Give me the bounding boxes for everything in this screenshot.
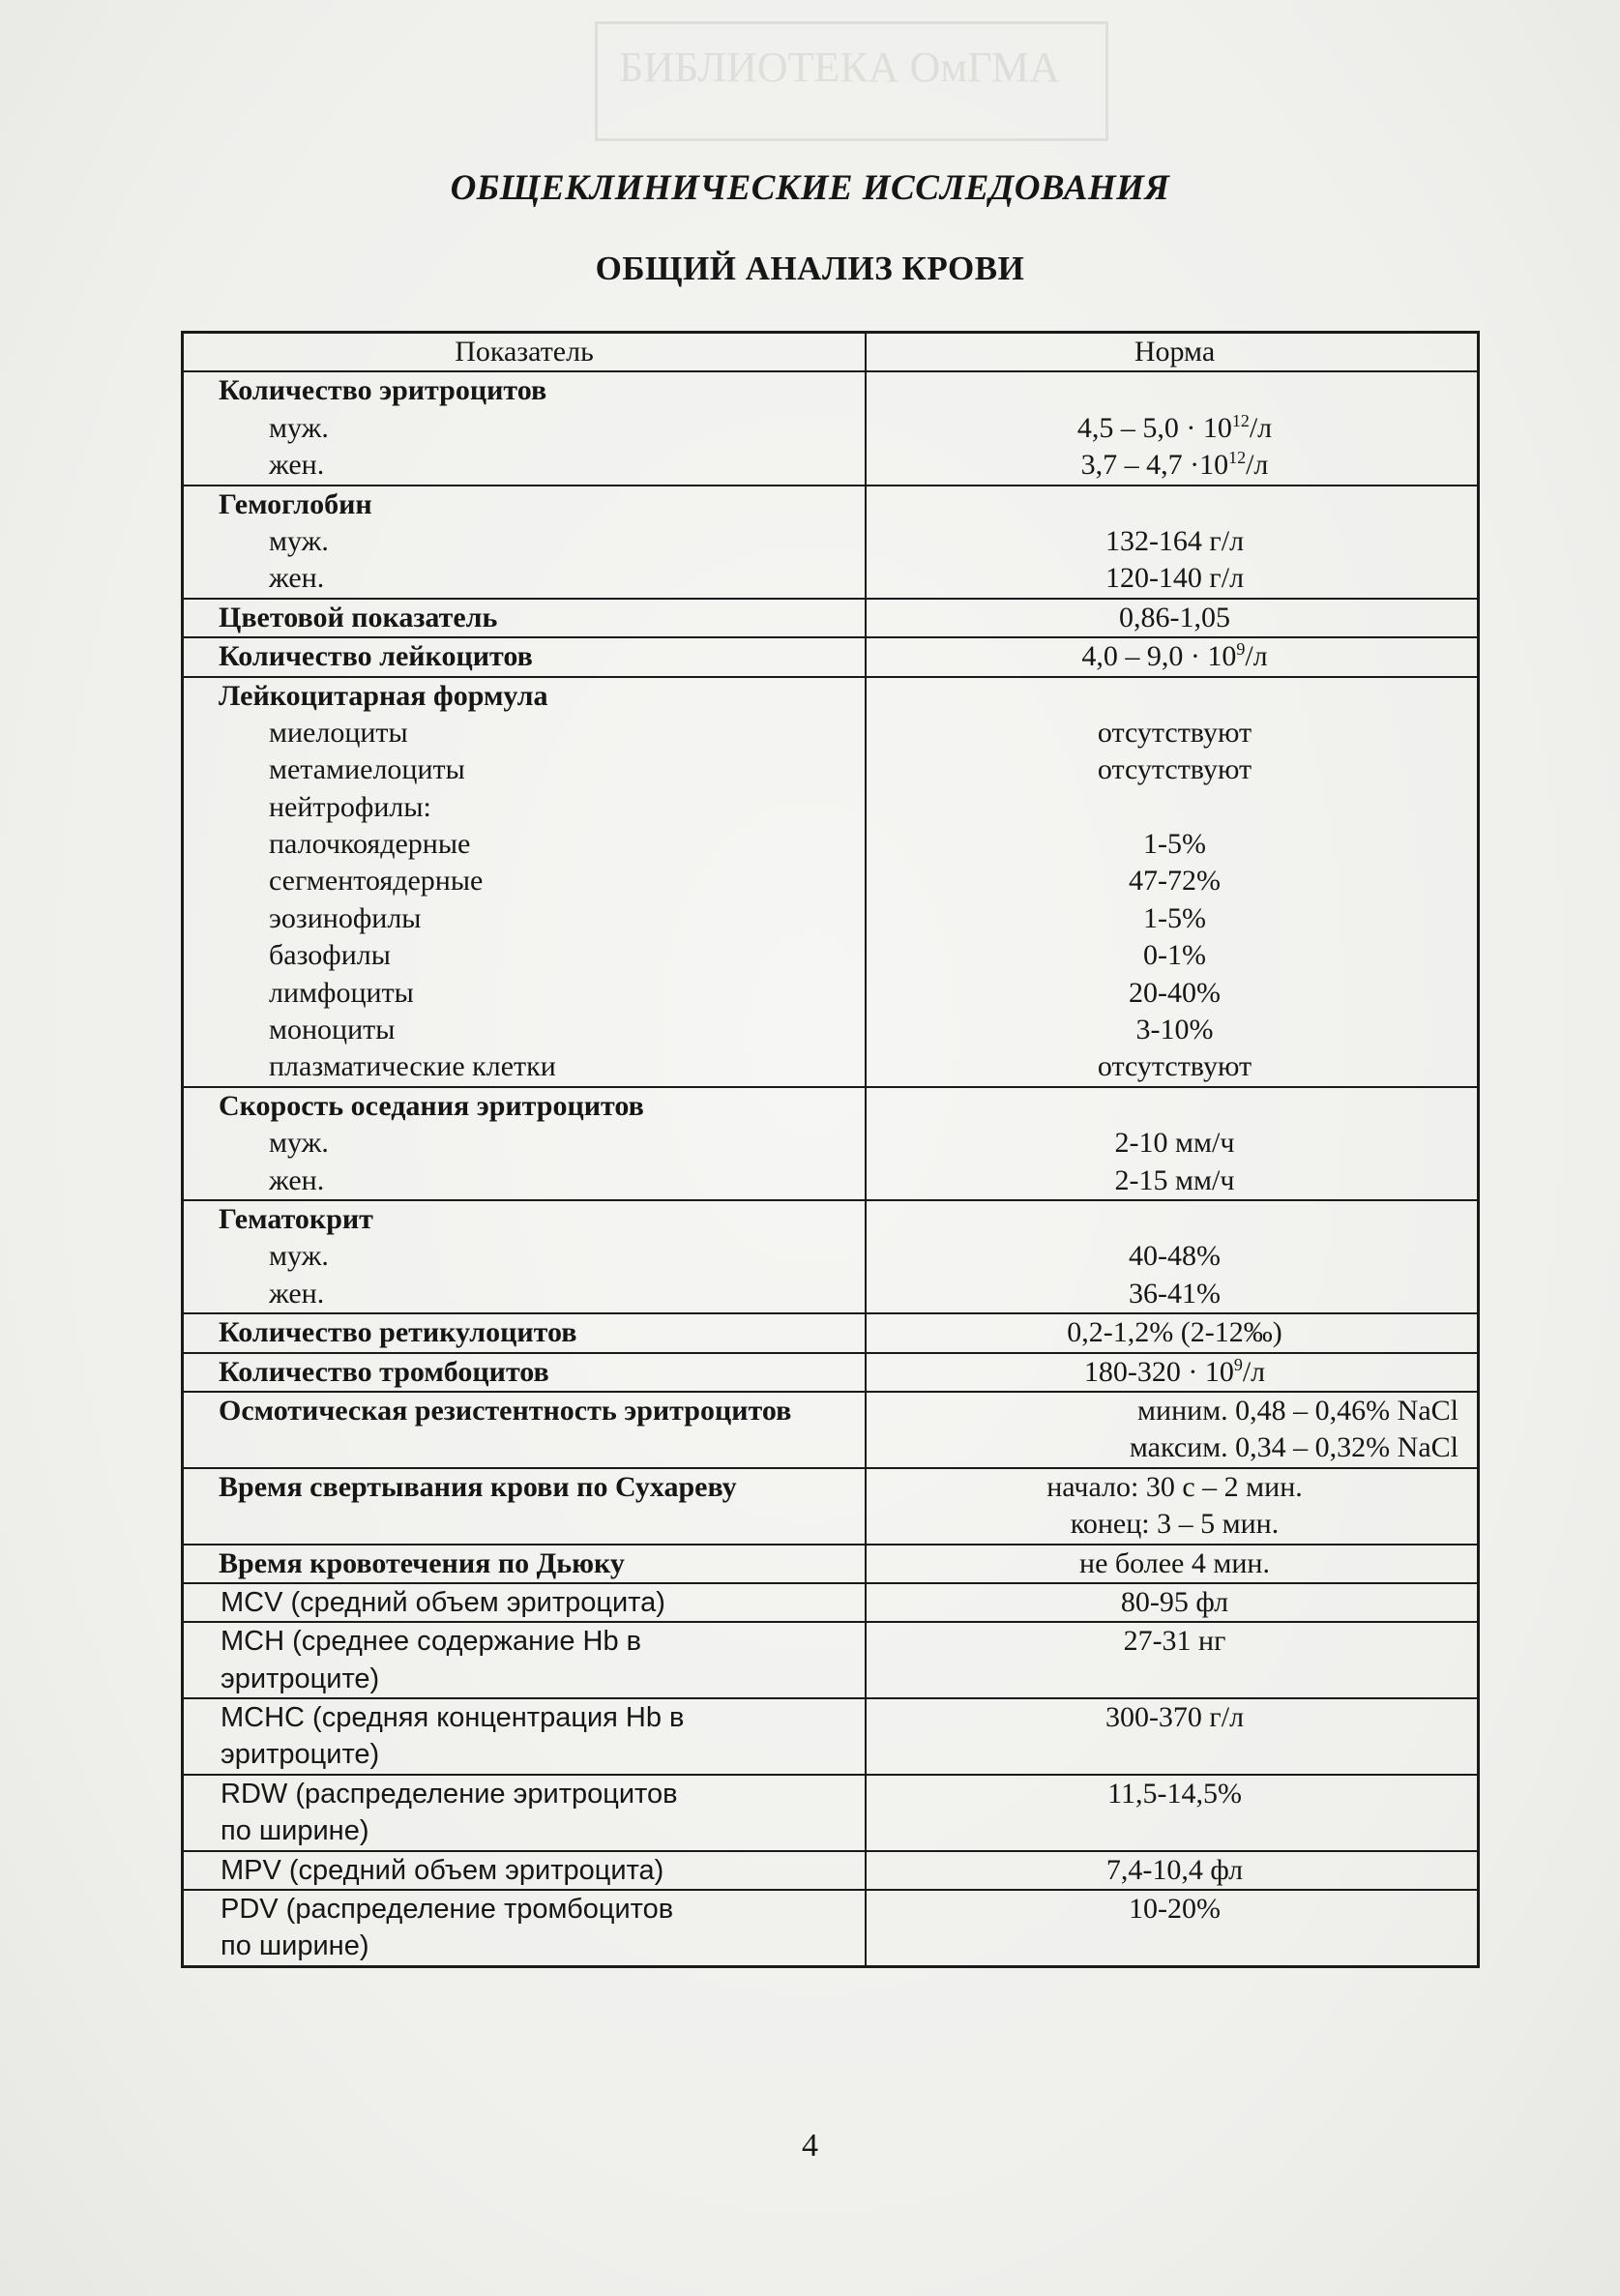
norm-text: 7,4-10,4 фл bbox=[1105, 1853, 1244, 1886]
indicator-label: жен. bbox=[269, 1163, 325, 1196]
indicator-label: муж. bbox=[269, 524, 329, 557]
norm-text: 0-1% bbox=[1143, 939, 1206, 972]
table-row bbox=[184, 1545, 1477, 1584]
indicator-label: Время кровотечения по Дьюку bbox=[219, 1546, 625, 1579]
indicator-label: RDW (распределение эритроцитов bbox=[221, 1778, 678, 1810]
norm-text: 0,2-1,2% (2-12‰) bbox=[1067, 1316, 1282, 1349]
norm-text: 2-15 мм/ч bbox=[1114, 1163, 1235, 1196]
table-row bbox=[184, 638, 1477, 677]
indicator-label: муж. bbox=[269, 1240, 329, 1273]
table-row bbox=[184, 1393, 1477, 1469]
table-row bbox=[184, 1201, 1477, 1314]
norm-text: 10-20% bbox=[1129, 1893, 1221, 1926]
norm-exponent: 9 bbox=[1236, 639, 1246, 660]
norm-value bbox=[867, 1276, 1483, 1312]
indicator-label: эритроците) bbox=[221, 1739, 380, 1771]
norm-unit: /л bbox=[1245, 640, 1268, 673]
table-row bbox=[184, 1776, 1477, 1852]
indicator-label: MPV (средний объем эритроцита) bbox=[221, 1854, 664, 1886]
norm-value bbox=[867, 1545, 1483, 1582]
norm-text: миним. 0,48 – 0,46% NaCl bbox=[1137, 1394, 1458, 1427]
norm-text: 4,0 – 9,0 · 10 bbox=[1081, 640, 1237, 673]
norm-text: максим. 0,34 – 0,32% NaCl bbox=[1129, 1431, 1458, 1464]
table-header bbox=[184, 334, 1477, 372]
indicator-label: палочкоядерные bbox=[269, 828, 471, 861]
norm-value bbox=[867, 1314, 1483, 1351]
norm-value bbox=[867, 863, 1483, 899]
norm-value bbox=[867, 1012, 1483, 1048]
norm-text: 47-72% bbox=[1129, 865, 1221, 898]
norm-text: 3-10% bbox=[1135, 1014, 1214, 1046]
norm-value bbox=[867, 410, 1483, 447]
norm-text: отсутствуют bbox=[1097, 753, 1252, 786]
norm-value bbox=[867, 1584, 1483, 1621]
indicator-label: MCHC (средняя концентрация Hb в bbox=[221, 1702, 685, 1734]
norm-value bbox=[867, 638, 1483, 675]
norm-value bbox=[867, 975, 1483, 1012]
indicator-label: нейтрофилы: bbox=[269, 790, 431, 823]
norm-exponent: 12 bbox=[1231, 410, 1250, 430]
norm-text: 2-10 мм/ч bbox=[1114, 1127, 1235, 1160]
indicator-label: жен. bbox=[269, 1277, 325, 1310]
norm-value bbox=[867, 560, 1483, 597]
norm-text: не более 4 мин. bbox=[1079, 1546, 1270, 1579]
indicator-label: метамиелоциты bbox=[269, 753, 465, 786]
norm-unit: /л bbox=[1242, 1355, 1266, 1388]
norm-text: отсутствуют bbox=[1097, 1050, 1252, 1083]
norm-value bbox=[867, 751, 1483, 788]
norm-value bbox=[867, 600, 1483, 636]
norm-value bbox=[867, 523, 1483, 560]
norm-value bbox=[867, 1238, 1483, 1275]
blood-test-table bbox=[181, 331, 1480, 1968]
indicator-label: моноциты bbox=[269, 1014, 396, 1046]
norm-value bbox=[867, 1125, 1483, 1162]
indicator-label: муж. bbox=[269, 1127, 329, 1160]
norm-text: 27-31 нг bbox=[1123, 1625, 1226, 1658]
norm-value bbox=[867, 1393, 1458, 1429]
stamp-text: БИБЛИОТЕКА ОмГМА bbox=[619, 44, 1060, 91]
norm-value bbox=[867, 1623, 1483, 1660]
norm-text: 300-370 г/л bbox=[1105, 1701, 1245, 1734]
indicator-label: Гемоглобин bbox=[219, 487, 372, 520]
norm-text: конец: 3 – 5 мин. bbox=[1070, 1508, 1280, 1541]
indicator-label: жен. bbox=[269, 562, 325, 595]
table-title: ОБЩИЙ АНАЛИЗ КРОВИ bbox=[595, 250, 1025, 287]
indicator-label: Гематокрит bbox=[219, 1202, 373, 1235]
norm-value bbox=[867, 1048, 1483, 1085]
norm-unit: /л bbox=[1246, 449, 1269, 482]
indicator-label: муж. bbox=[269, 411, 329, 444]
table-row bbox=[184, 1891, 1477, 1965]
norm-text: 4,5 – 5,0 · 10 bbox=[1076, 411, 1232, 444]
norm-text: 180-320 · 10 bbox=[1083, 1355, 1234, 1388]
norm-value bbox=[867, 1469, 1483, 1506]
norm-value bbox=[867, 1354, 1483, 1391]
norm-value bbox=[867, 1506, 1483, 1543]
header-norm: Норма bbox=[1134, 336, 1216, 368]
norm-text: 120-140 г/л bbox=[1105, 562, 1245, 595]
table-row bbox=[184, 678, 1477, 1088]
norm-value bbox=[867, 1891, 1483, 1928]
table-row bbox=[184, 372, 1477, 486]
indicator-label: плазматические клетки bbox=[269, 1050, 556, 1083]
table-row bbox=[184, 1699, 1477, 1776]
section-title: ОБЩЕКЛИНИЧЕСКИЕ ИССЛЕДОВАНИЯ bbox=[450, 168, 1170, 208]
indicator-label: MCV (средний объем эритроцита) bbox=[221, 1586, 665, 1618]
norm-text: 3,7 – 4,7 ·10 bbox=[1080, 449, 1229, 482]
indicator-label: сегментоядерные bbox=[269, 865, 484, 898]
indicator-label: эозинофилы bbox=[269, 901, 422, 934]
norm-text: 80-95 фл bbox=[1120, 1585, 1229, 1618]
norm-value bbox=[867, 937, 1483, 974]
norm-text: 0,86-1,05 bbox=[1119, 601, 1230, 633]
norm-value bbox=[867, 1429, 1458, 1466]
indicator-label: Лейкоцитарная формула bbox=[219, 679, 548, 712]
table-row bbox=[184, 1314, 1477, 1353]
indicator-label: Количество эритроцитов bbox=[219, 374, 547, 407]
table-row bbox=[184, 600, 1477, 638]
norm-value bbox=[867, 1852, 1483, 1889]
table-row bbox=[184, 486, 1477, 600]
norm-value bbox=[867, 447, 1483, 484]
indicator-label: миелоциты bbox=[269, 716, 408, 749]
indicator-label: по ширине) bbox=[221, 1815, 369, 1847]
norm-text: 1-5% bbox=[1143, 901, 1206, 934]
table-row bbox=[184, 1354, 1477, 1393]
indicator-label: MCH (среднее содержание Hb в bbox=[221, 1626, 642, 1658]
norm-value bbox=[867, 1699, 1483, 1736]
page-number: 4 bbox=[802, 2128, 818, 2164]
header-indicator: Показатель bbox=[455, 336, 594, 368]
indicator-label: Скорость оседания эритроцитов bbox=[219, 1089, 644, 1122]
norm-text: 1-5% bbox=[1143, 828, 1206, 861]
norm-value bbox=[867, 1776, 1483, 1812]
indicator-label: Количество тромбоцитов bbox=[219, 1355, 549, 1388]
norm-text: начало: 30 с – 2 мин. bbox=[1046, 1470, 1303, 1503]
table-row bbox=[184, 1852, 1477, 1891]
indicator-label: Осмотическая резистентность эритроцитов bbox=[219, 1394, 792, 1427]
indicator-label: жен. bbox=[269, 449, 325, 482]
indicator-label: базофилы bbox=[269, 939, 391, 972]
norm-value bbox=[867, 715, 1483, 751]
indicator-label: по ширине) bbox=[221, 1930, 369, 1962]
norm-text: отсутствуют bbox=[1097, 716, 1252, 749]
norm-text: 36-41% bbox=[1129, 1277, 1221, 1310]
indicator-label: эритроците) bbox=[221, 1663, 380, 1694]
table-row bbox=[184, 1469, 1477, 1545]
norm-text: 11,5-14,5% bbox=[1107, 1777, 1242, 1810]
indicator-label: Количество ретикулоцитов bbox=[219, 1316, 577, 1349]
norm-value bbox=[867, 1163, 1483, 1199]
indicator-label: Цветовой показатель bbox=[219, 601, 498, 633]
indicator-label: лимфоциты bbox=[269, 976, 414, 1009]
table-row bbox=[184, 1623, 1477, 1699]
norm-text: 20-40% bbox=[1129, 976, 1221, 1009]
indicator-label: PDV (распределение тромбоцитов bbox=[221, 1894, 674, 1926]
table-row bbox=[184, 1088, 1477, 1201]
indicator-label: Количество лейкоцитов bbox=[219, 640, 533, 673]
norm-exponent: 12 bbox=[1228, 448, 1247, 468]
norm-exponent: 9 bbox=[1233, 1354, 1243, 1374]
norm-text: 132-164 г/л bbox=[1105, 524, 1245, 557]
norm-unit: /л bbox=[1249, 411, 1273, 444]
norm-text: 40-48% bbox=[1129, 1240, 1221, 1273]
indicator-label: Время свертывания крови по Сухареву bbox=[219, 1470, 737, 1503]
table-row bbox=[184, 1584, 1477, 1623]
norm-value bbox=[867, 826, 1483, 863]
norm-value bbox=[867, 900, 1483, 937]
